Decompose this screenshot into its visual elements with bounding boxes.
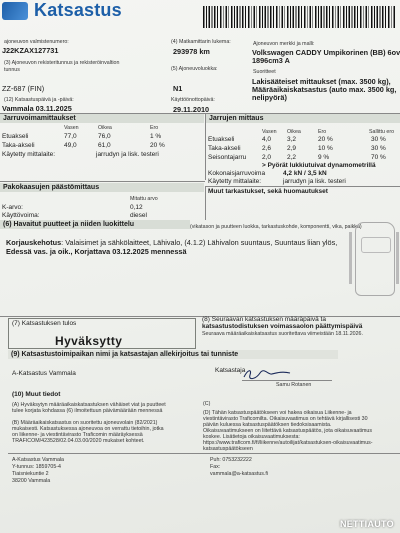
col-diff: Ero [150, 125, 159, 131]
reg-value: ZZ-687 (FIN) [2, 84, 45, 93]
inspector-name: Samu Rotanen [276, 382, 312, 388]
cell: 4,0 [262, 136, 272, 143]
cell: 20 % [150, 142, 165, 149]
cell: 30 % [371, 136, 386, 143]
date-value: Vammala 03.11.2025 [2, 104, 72, 113]
other-d-4: Oikaisuvaatimukseen on liitettävä katsastuspäätös, jota oikaisuvaatimus [203, 428, 372, 434]
other-a-1: (A) Hyväksytyn määräaikaiskatsastuksen vähäiset viat ja puutteet [12, 402, 166, 408]
used-label: Käytetty mittalaite: [2, 151, 56, 158]
footer-email: vammala@a-katsastus.fi [210, 471, 269, 477]
vin-value: J22KZAX127731 [2, 46, 59, 55]
cell: 2,2 [287, 154, 297, 161]
other-b-1: (B) Määräaikaiskatsastus on suoritettu ajoneuvolain (82/2021) [12, 420, 158, 426]
total-label: Kokonaisjarruvoima [208, 170, 266, 177]
row-parking-label: Seisontajarru [208, 154, 247, 161]
cell: 30 % [371, 145, 386, 152]
cell: 3,2 [287, 136, 297, 143]
result-value: Hyväksytty [55, 334, 123, 348]
odometer-value: 293978 km [173, 47, 210, 56]
deploy-label: Käyttöönottopäivä: [171, 97, 215, 103]
footer-business-id: Y-tunnus: 1859705-4 [12, 464, 61, 470]
make-label: Ajoneuvon merkki ja malli: [253, 41, 315, 47]
footer-phone: Puh: 0753232222 [210, 457, 252, 463]
defects-text-line1: Korjauskehotus: Valaisimet ja sähkölaitteet, Lähivalo, (4.1.2) Lähivalon suuntaus, Suuntaus liian ylös, [6, 238, 338, 247]
col-left: Vasen [262, 129, 277, 135]
vin-label: ajoneuvon valmistenumero: [4, 39, 69, 45]
emission-label: Suoritteet [253, 69, 276, 75]
col-diff: Ero [318, 129, 327, 135]
make-value-2: 1896cm3 A [252, 56, 290, 65]
defects-sub: (vikatason ja puutteen luokka, tarkastuskohde, komponentti, vika, paikka) [190, 224, 362, 230]
katsastus-logo-icon [2, 2, 28, 20]
class-value: N1 [173, 84, 183, 93]
other-a-2: tulee korjata kohdassa (6) ilmoitettuun päivämäärään mennessä [12, 408, 163, 414]
other-d-2: viestintävirasto Traficomilta. Oikaisuvaatimus on tehtävä kirjallisesti 30 [203, 416, 368, 422]
brake-measure-title: Jarrujen mittaus [206, 114, 400, 123]
cell: 2,6 [262, 145, 272, 152]
car-diagram-icon [355, 222, 395, 296]
cell: 1 % [150, 133, 162, 140]
other-b-3: on liikenne- ja viestintävirasto Traficomin määräyksessä [12, 432, 143, 438]
defects-title: (6) Havaitut puutteet ja niiden luokittelu [0, 220, 190, 229]
cell: 70 % [371, 154, 386, 161]
cell: 2,0 [262, 154, 272, 161]
barcode-icon [203, 6, 395, 28]
services-line-2: Määräaikaiskatsastus (auto max. 3500 kg, [252, 85, 397, 94]
signature-title: (9) Katsastustoimipaikan nimi ja katsastajan allekirjoitus tai tunniste [8, 350, 338, 359]
cell: 77,0 [64, 133, 77, 140]
other-d-1: (D) Tähän katsastuspäätökseen voi hakea oikaisua Liikenne- ja [203, 410, 352, 416]
row-rear-label: Taka-akseli [208, 145, 241, 152]
next-sub: Seuraava määräaikaiskatsastus suoritettava viimeistään 18.11.2026. [202, 331, 363, 337]
cell: 2,9 [287, 145, 297, 152]
defects-text-line2: Edessä vas. ja oik., Korjattava 03.12.2025 mennessä [6, 247, 187, 256]
inspector-label: Katsastaja [215, 367, 246, 374]
cell: 20 % [318, 136, 333, 143]
other-b-2: mukaisesti. Katsastuksessa ajoneuvoa on verrattu tietoihin, jotka [12, 426, 164, 432]
row-rear-label: Taka-akseli [2, 142, 35, 149]
reg-label: (3) Ajoneuvon rekisteritunnus ja rekisteröinvaltion [4, 60, 120, 66]
make-value: Volkswagen CADDY Umpikorinen (BB) 6ov [252, 48, 400, 57]
station-name: A-Katsastus Vammala [12, 370, 76, 377]
cell: 49,0 [64, 142, 77, 149]
cell: 61,0 [98, 142, 111, 149]
used-value: jarrudyn ja lisk. testeri [283, 178, 346, 185]
next-label-2: katsastustodistuksen voimassaolon päättymispäivä [202, 323, 363, 330]
class-label: (5) Ajoneuvoluokka: [171, 66, 218, 72]
used-value: jarrudyn ja lisk. testeri [96, 151, 159, 158]
used-label: Käytetty mittalaite: [208, 178, 262, 185]
dyno-note: > Pyörät lukkiutuivat dynamometrillä [262, 162, 376, 169]
services-line-3: nelipyörä) [252, 93, 287, 102]
next-label-1: (8) Seuraavan katsastuksen määräpäivä ta [202, 316, 326, 323]
signature-icon [242, 367, 292, 381]
other-c: (C) [203, 401, 211, 407]
footer-city: 38200 Vammala [12, 478, 51, 484]
services-line-1: Lakisääteiset mittaukset (max. 3500 kg), [252, 77, 391, 86]
date-label: (12) Katsastuspäivä ja -päivä: [4, 97, 74, 103]
other-d-3: päivän kuluessa katsastuspäätöksen tiedoksisaamista. [203, 422, 332, 428]
remarks-title: Muut tarkastukset, sekä huomautukset [208, 188, 328, 195]
footer-fax-label: Fax: [210, 464, 221, 470]
measured-label: Mitattu arvo [130, 196, 158, 202]
emissions-title: Pakokaasujen päästömittaus [0, 183, 204, 192]
fuel-label: Käyttövoima: [2, 212, 40, 219]
cell: 76,0 [98, 133, 111, 140]
deploy-value: 29.11.2010 [173, 105, 210, 114]
footer-company: A-Katsastus Vammala [12, 457, 65, 463]
total-value: 4,2 kN / 3,5 kN [283, 170, 327, 177]
other-d-7: katsastuspäätökseen [203, 446, 253, 452]
brake-service-title: Jarruvoimamittaukset [0, 114, 204, 123]
reg-sub: tunnus [4, 67, 20, 73]
k-label: K-arvo: [2, 204, 23, 211]
row-front-label: Etuakseli [208, 136, 235, 143]
other-title: (10) Muut tiedot [12, 391, 61, 398]
result-label: (7) Katsastuksen tulos [12, 320, 77, 327]
fuel-value: diesel [130, 212, 147, 219]
col-left: Vasen [64, 125, 79, 131]
odometer-label: (4) Matkamittarin lukema: [171, 39, 231, 45]
other-d-5: koskee. Lisätietoja oikaisuvaatimuksesta: [203, 434, 300, 440]
col-allowed: Sallittu ero [369, 129, 395, 135]
other-b-4: TRAFICOM/423528/02.04.03.00/2020 mukaiset kohteet. [12, 438, 145, 444]
cell: 9 % [318, 154, 330, 161]
row-front-label: Etuakseli [2, 133, 29, 140]
other-d-6: https://www.traficom.fi/fi/liikenne/autoilijat/katsastuksen-oikaisuvaatimus- [203, 440, 373, 446]
footer-address: Tiaisniekuntie 2 [12, 471, 49, 477]
cell: 10 % [318, 145, 333, 152]
nettiauto-watermark: NETTIAUTO [339, 519, 394, 529]
k-value: 0,12 [130, 204, 143, 211]
logo-text: Katsastus [34, 0, 122, 20]
col-right: Oikea [287, 129, 301, 135]
col-right: Oikea [98, 125, 112, 131]
